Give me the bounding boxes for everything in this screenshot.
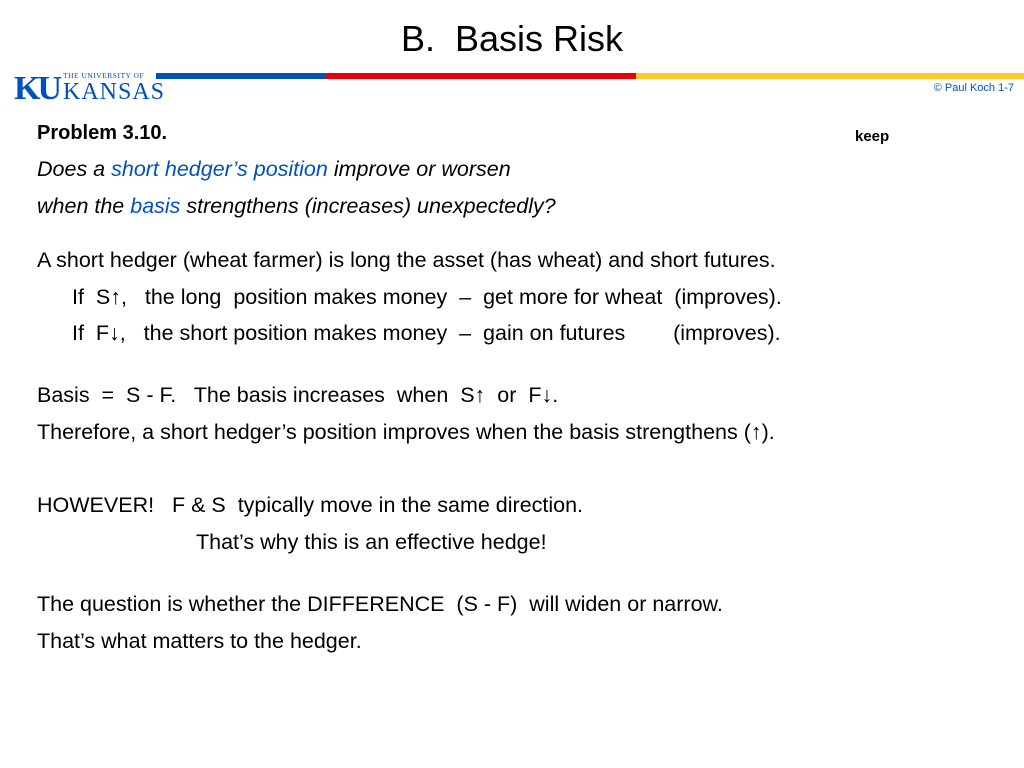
body-paragraph-9: That’s what matters to the hedger.	[37, 629, 362, 653]
body-paragraph-4: Basis = S - F. The basis increases when S↑ or F↓.	[37, 383, 559, 407]
ku-logo	[14, 70, 166, 108]
question-2-part-a: when the	[37, 194, 131, 218]
header-bar-red	[326, 73, 636, 79]
question-1-part-c: improve or worsen	[327, 157, 511, 181]
header-bar-yellow	[636, 73, 1024, 79]
body-paragraph-5: Therefore, a short hedger’s position improves when the basis strengthens (↑).	[37, 420, 775, 444]
keep-label: keep	[855, 128, 890, 145]
question-2-part-c: strengthens (increases) unexpectedly?	[180, 194, 556, 218]
copyright-text: © Paul Koch 1-7	[933, 82, 1014, 94]
body-paragraph-7: That’s why this is an effective hedge!	[196, 530, 547, 554]
question-line-1	[37, 156, 511, 182]
body-paragraph-2: If S↑, the long position makes money – get more for wheat (improves).	[72, 285, 782, 309]
logo-kansas-text: KANSAS	[63, 79, 166, 105]
body-paragraph-8: The question is whether the DIFFERENCE (S - F) will widen or narrow.	[37, 592, 723, 616]
body-paragraph-1: A short hedger (wheat farmer) is long the asset (has wheat) and short futures.	[37, 248, 776, 272]
logo-university-text: THE UNIVERSITY OF	[63, 71, 145, 80]
logo-ku-mark: KU	[14, 70, 59, 107]
body-paragraph-6: HOWEVER! F & S typically move in the same direction.	[37, 493, 584, 517]
question-1-part-a: Does a	[37, 157, 112, 181]
question-2-highlight: basis	[130, 194, 181, 218]
problem-heading: Problem 3.10.	[37, 122, 168, 144]
question-1-highlight: short hedger’s position	[111, 157, 328, 181]
body-paragraph-3: If F↓, the short position makes money – gain on futures (improves).	[72, 321, 781, 345]
slide-title: B. Basis Risk	[400, 18, 624, 59]
question-line-2	[37, 193, 556, 219]
header-bar-blue	[156, 73, 326, 79]
